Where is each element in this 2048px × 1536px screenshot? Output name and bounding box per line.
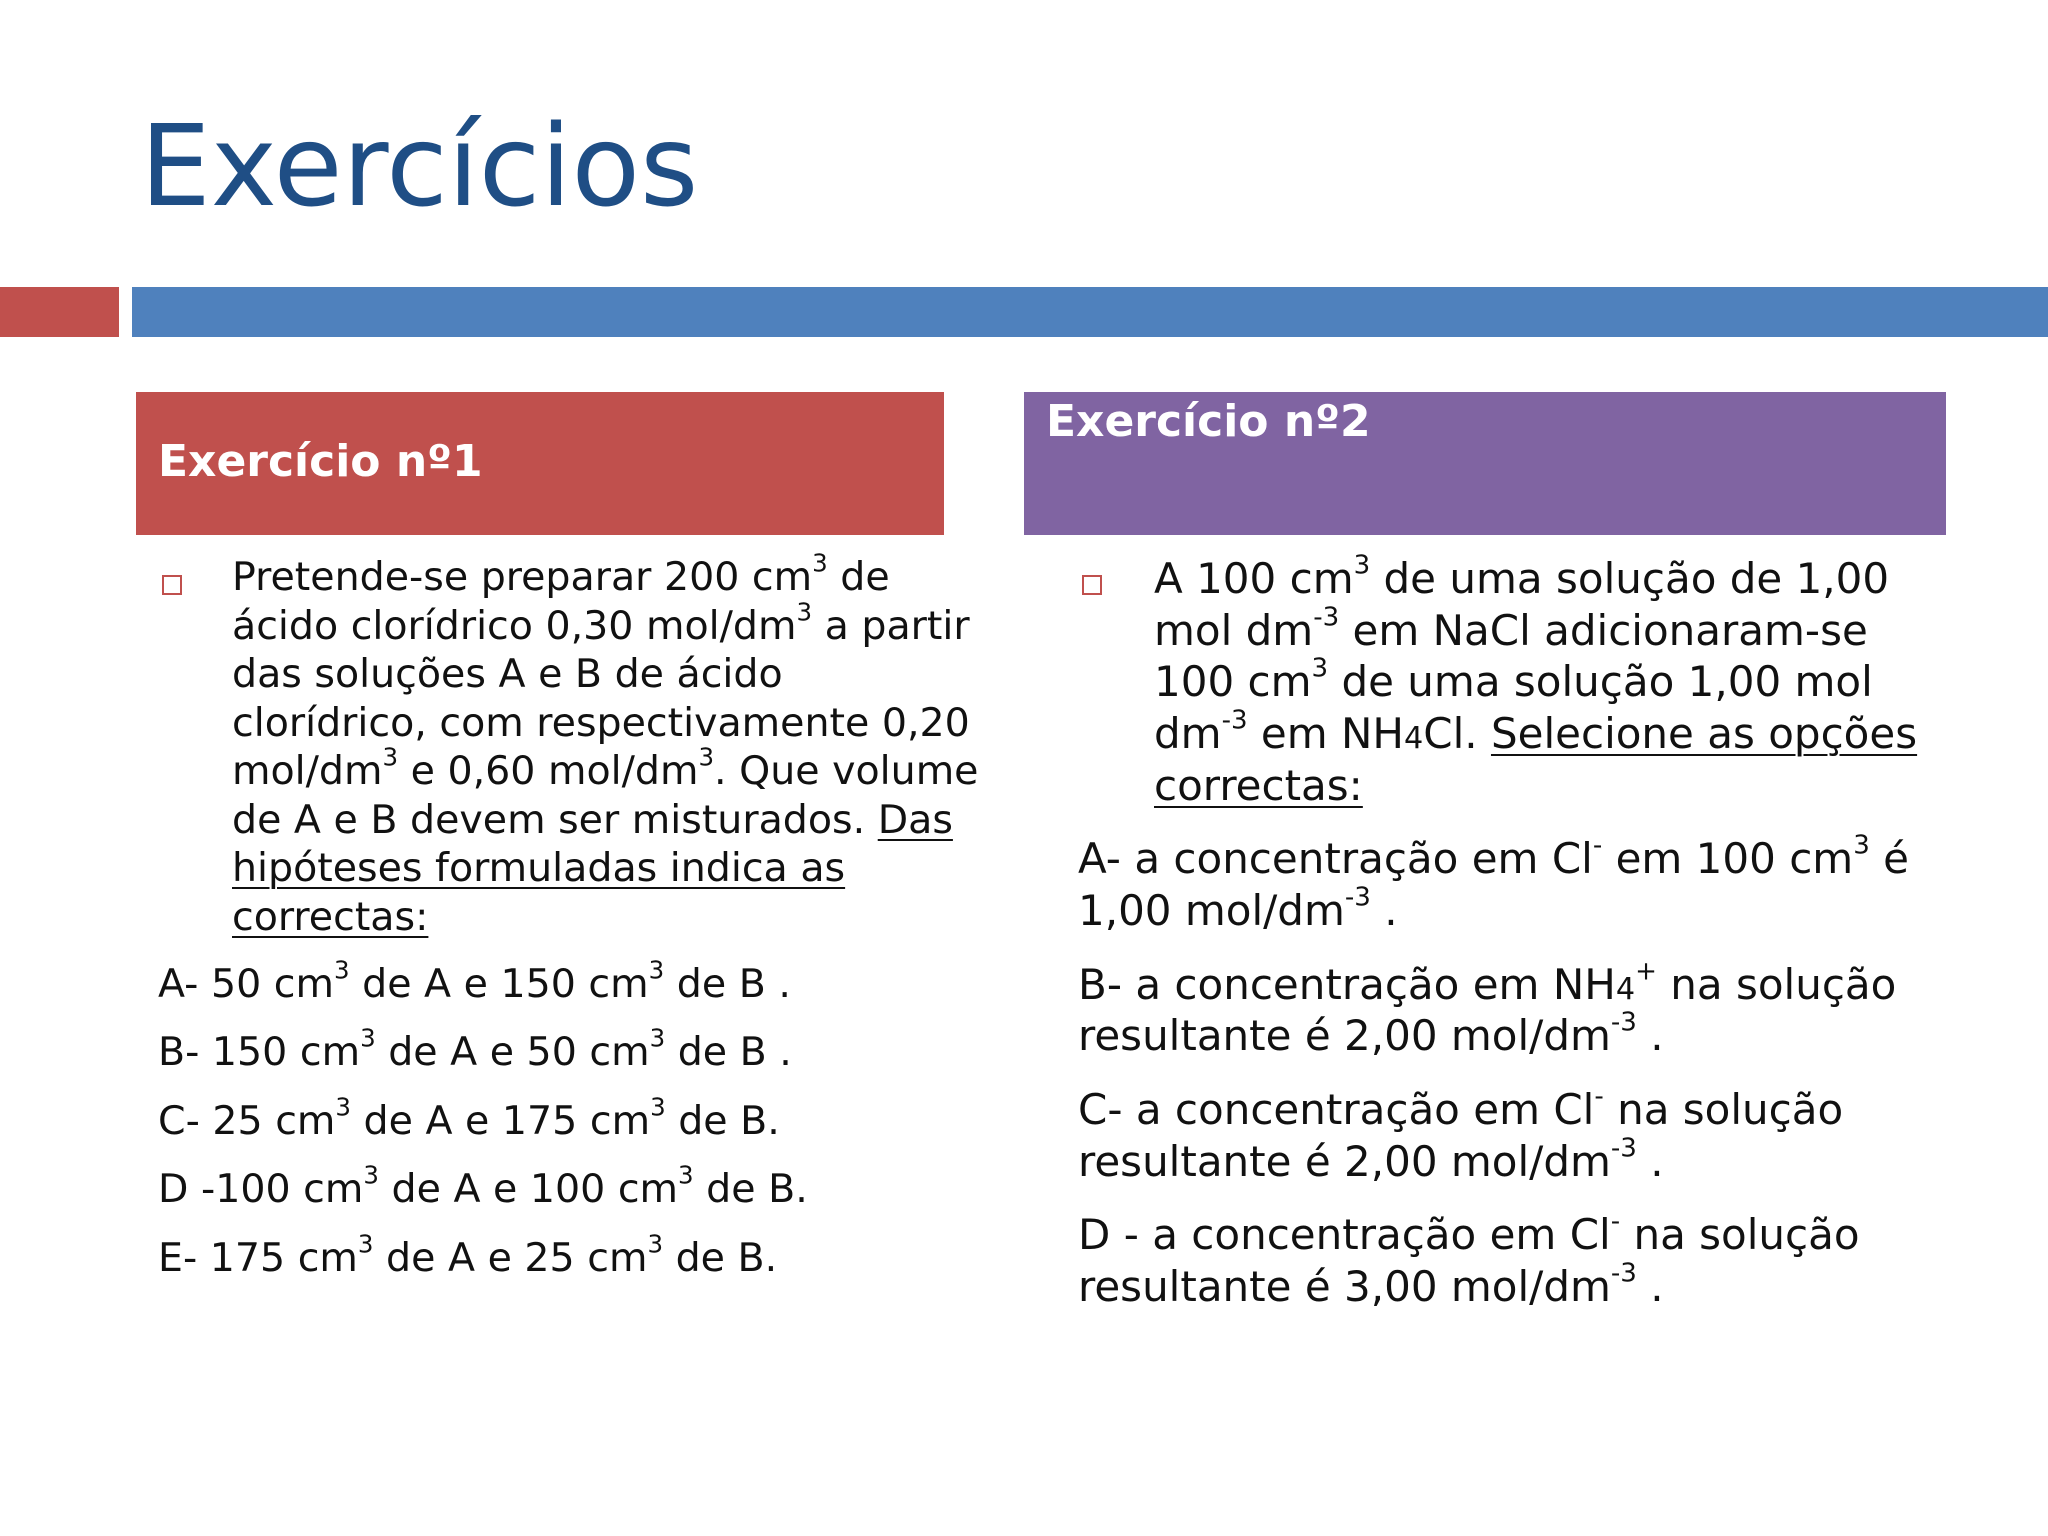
exercise2-option-a: A- a concentração em Cl- em 100 $cm^3$ é 1,00 mol/$dm^{-3}$ . — [1078, 830, 1909, 935]
exercise2-question-text: A 100 $cm^3$ de uma solução de 1,00 mol $dm^{-3}$ em NaCl adicionaram-se 100 $cm^3$ de uma solução 1,00 mol $dm^{-3}$ em NH4Cl. Selecione as opções correctas: — [1154, 550, 1918, 810]
accent-band-blue — [132, 287, 2048, 337]
exercise2-header: Exercício nº2 — [1024, 392, 1946, 535]
exercise1-question — [158, 548, 988, 942]
exercise1-option-e: E- 175 $cm^3$ de A e 25 $cm^3$ de B. — [158, 1229, 778, 1281]
exercise1-option-a: A- 50 $cm^3$ de A e 150 $cm^3$ de B . — [158, 955, 791, 1007]
exercise1-option-d: D -100 $cm^3$ de A e 100 $cm^3$ de B. — [158, 1161, 808, 1213]
exercise2-option-c: C- a concentração em Cl- na solução resultante é 2,00 mol/$dm^{-3}$ . — [1078, 1081, 1844, 1186]
exercise2-content — [1078, 550, 1958, 1313]
exercise2-question — [1078, 550, 1958, 811]
slide-title: Exercícios — [140, 102, 699, 232]
exercise1-content — [158, 548, 988, 1283]
exercise1-option-c: C- 25 $cm^3$ de A e 175 $cm^3$ de B. — [158, 1092, 780, 1144]
exercise2-instruction: Selecione as opções correctas: — [1154, 708, 1918, 810]
bullet-square-icon — [162, 575, 182, 595]
exercise2-option-d: D - a concentração em Cl- na solução resultante é 3,00 mol/$dm^{-3}$ . — [1078, 1206, 1860, 1311]
exercise1-question-text: Pretende-se preparar 200 $cm^3$ de ácido clorídrico 0,30 mol/$dm^3$ a partir das soluções A e B de ácido clorídrico, com respectivamente 0,20 mol/$dm^3$ e 0,60 mol/$dm^3$. Que volume de A e B devem ser misturados. Das hipóteses formuladas indica as correctas: — [232, 548, 979, 941]
accent-band-red — [0, 287, 119, 337]
exercise1-option-b: B- 150 $cm^3$ de A e 50 $cm^3$ de B . — [158, 1023, 792, 1076]
exercise2-option-b: B- a concentração em NH4+ na solução resultante é 2,00 mol/$dm^{-3}$ . — [1078, 956, 1897, 1061]
exercise1-instruction: Das hipóteses formuladas indica as correctas: — [232, 796, 953, 941]
bullet-square-icon — [1082, 575, 1102, 595]
exercise1-header: Exercício nº1 — [136, 392, 944, 535]
